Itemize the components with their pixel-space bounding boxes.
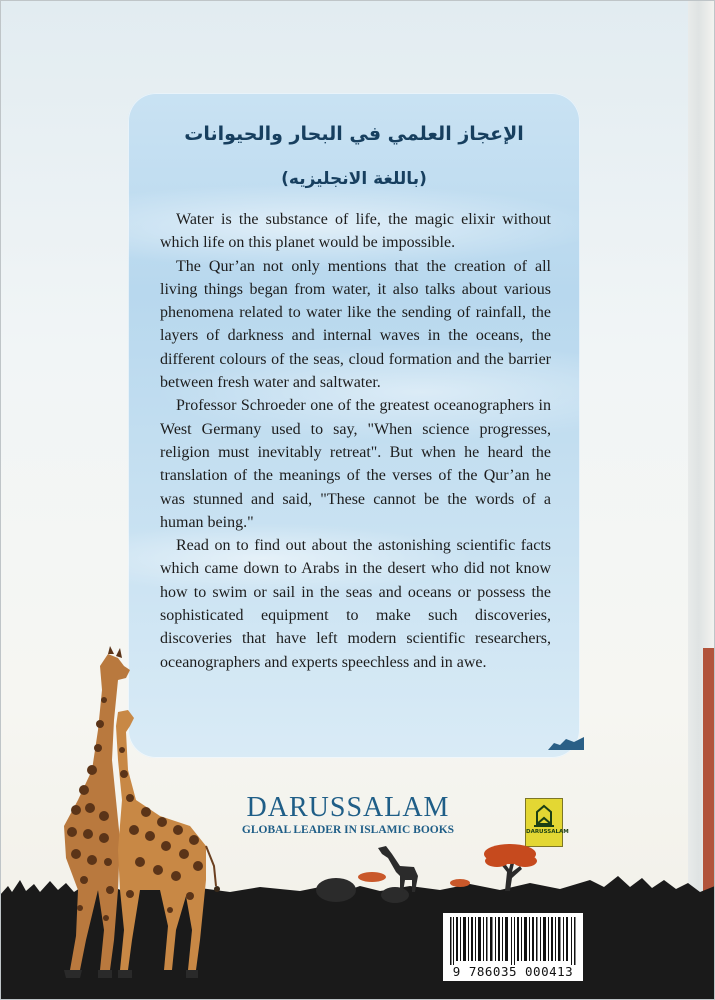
publisher-tagline: GLOBAL LEADER IN ISLAMIC BOOKS bbox=[241, 824, 455, 836]
distant-giraffe bbox=[378, 846, 418, 892]
publisher-name: DARUSSALAM bbox=[246, 792, 450, 823]
barcode bbox=[443, 913, 583, 981]
savanna-illustration bbox=[0, 640, 715, 1000]
logo-text: DARUSSALAM bbox=[526, 829, 569, 835]
barcode-bars bbox=[448, 917, 578, 965]
blurb-paragraph: Read on to find out about the astonishing scientific facts which came down to Arabs in the desert who did not know how to swim or sail in the seas and oceans or possess the sophisticated equipment to make such discoveries, discoveries that have left modern scientific researchers, oceanographers and experts speechless and in awe. bbox=[160, 537, 551, 671]
blurb-paragraph: The Qur’an not only mentions that the creation of all living things began from water, it also talks about various phenomena related to water like the sending of rainfall, the layers of darkness and internal waves in the oceans, the different colours of the seas, cloud formation and the barrier between fresh water and saltwater. bbox=[160, 257, 551, 392]
blurb-paragraph: Water is the substance of life, the magic elixir without which life on this planet would be impossible. bbox=[160, 211, 551, 252]
blurb-text bbox=[160, 208, 551, 674]
book-title-arabic: الإعجاز العلمي في البحار والحيوانات bbox=[184, 123, 524, 145]
blurb-paragraph: Professor Schroeder one of the greatest oceanographers in West Germany used to say, "When science progresses, religion must inevitably retreat". But when he heard the translation of the meanings of the verses of the Qur’an he was stunned and said, "These cannot be the words of a human being." bbox=[160, 397, 551, 531]
barcode-number: 9 786035 000413 bbox=[452, 964, 574, 979]
book-subtitle-arabic: (باللغة الانجليزيه) bbox=[281, 169, 427, 189]
